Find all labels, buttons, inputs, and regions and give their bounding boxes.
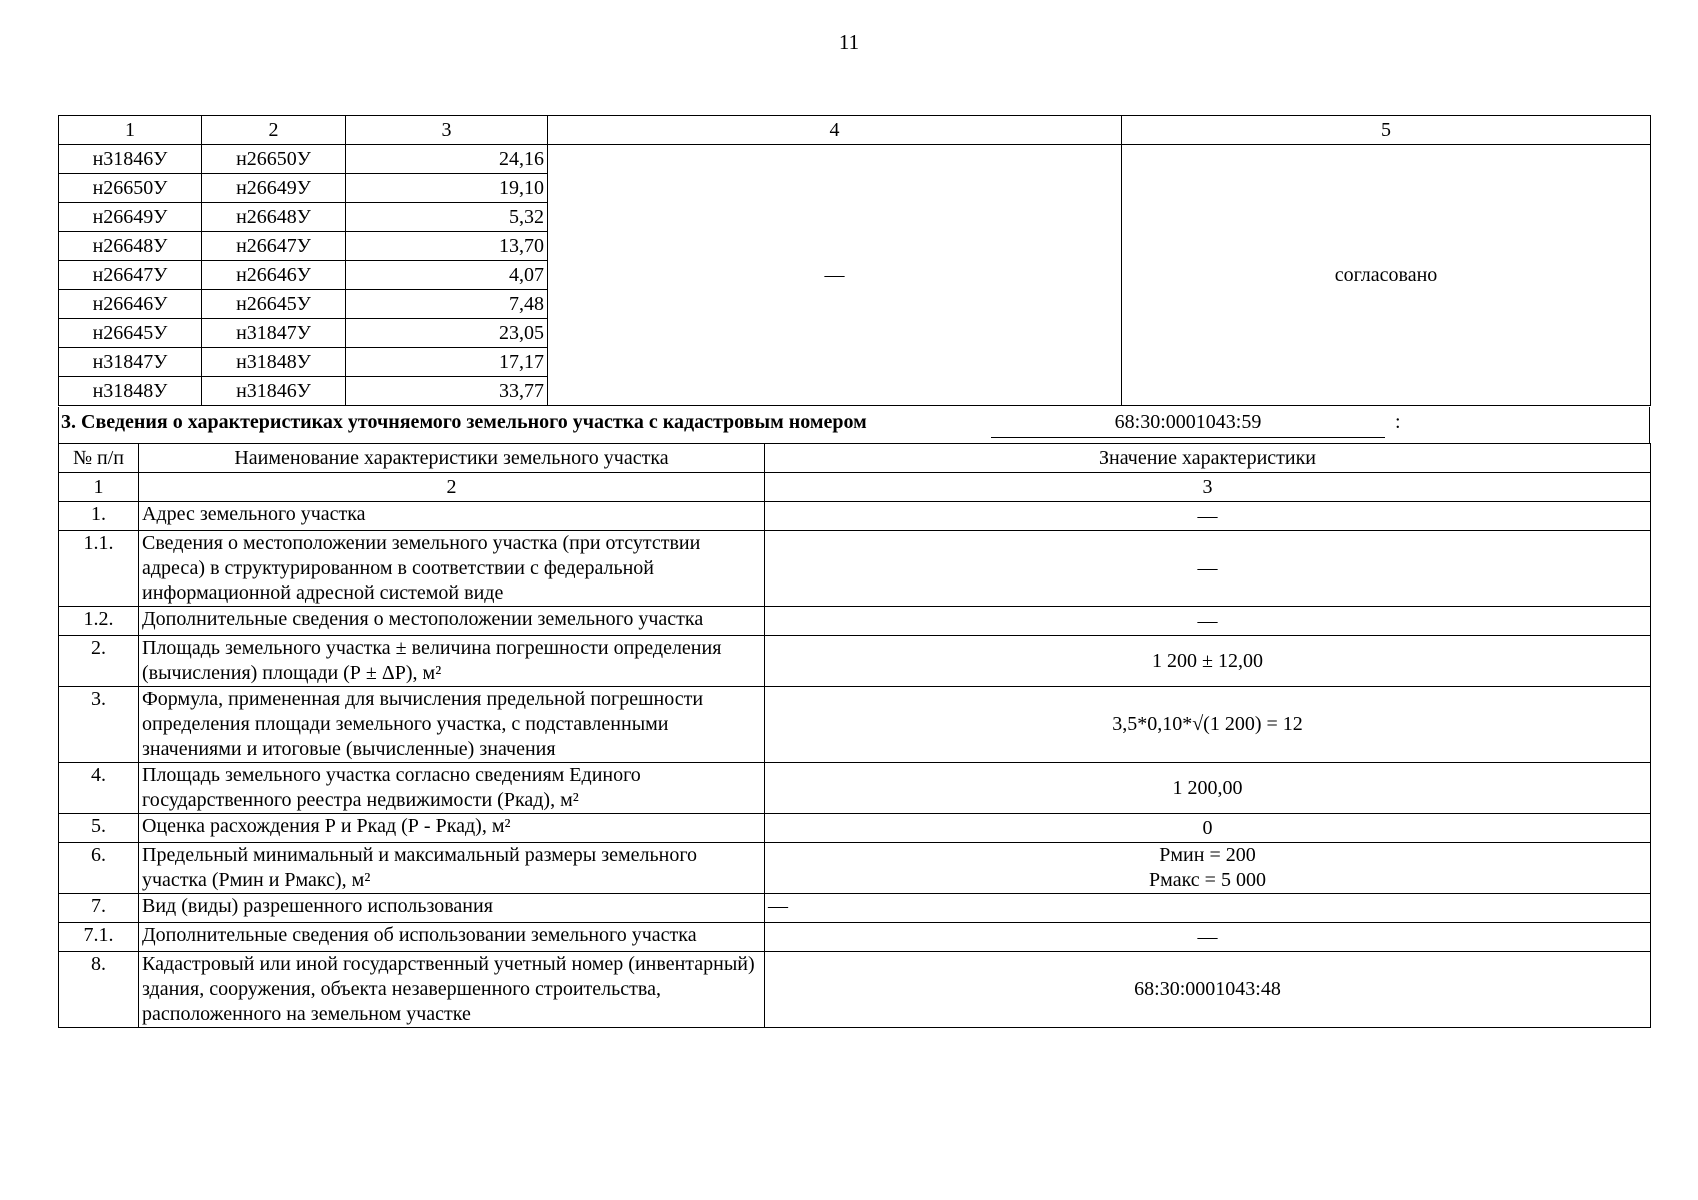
section-3-title	[58, 407, 1650, 443]
point-to: н31846У	[202, 377, 346, 406]
row-value: 1 200,00	[765, 763, 1651, 814]
section-3-label: 3. Сведения о характеристиках уточняемого земельного участка с кадастровым номером	[61, 411, 867, 433]
characteristics-table	[58, 443, 1651, 1028]
point-to: н26650У	[202, 145, 346, 174]
index-cell: 3	[765, 473, 1651, 502]
row-number: 5.	[59, 814, 139, 843]
point-from: н26648У	[59, 232, 202, 261]
row-name: Вид (виды) разрешенного использования	[139, 894, 765, 923]
row-name: Сведения о местоположении земельного участка (при отсутствии адреса) в структурированном в соответствии с федеральной информационной адресной системой виде	[139, 531, 765, 607]
row-value: 1 200 ± 12,00	[765, 636, 1651, 687]
boundary-header-cell: 5	[1122, 116, 1651, 145]
point-to: н26649У	[202, 174, 346, 203]
row-number: 1.2.	[59, 607, 139, 636]
segment-length: 17,17	[346, 348, 548, 377]
row-number: 6.	[59, 843, 139, 894]
table-row	[59, 531, 1651, 607]
boundary-header-cell: 4	[548, 116, 1122, 145]
row-value: 3,5*0,10*√(1 200) = 12	[765, 687, 1651, 763]
row-name: Адрес земельного участка	[139, 502, 765, 531]
table-row	[59, 814, 1651, 843]
table-row	[59, 894, 1651, 923]
point-to: н31848У	[202, 348, 346, 377]
segment-length: 19,10	[346, 174, 548, 203]
row-name: Предельный минимальный и максимальный размеры земельного участка (Рмин и Рмакс), м²	[139, 843, 765, 894]
row-value: —	[765, 607, 1651, 636]
segment-length: 24,16	[346, 145, 548, 174]
header-num: № п/п	[59, 444, 139, 473]
segment-length: 5,32	[346, 203, 548, 232]
row-number: 8.	[59, 952, 139, 1028]
segment-length: 33,77	[346, 377, 548, 406]
row-value: —	[765, 531, 1651, 607]
char-header-row	[59, 444, 1651, 473]
boundary-header-cell: 1	[59, 116, 202, 145]
section-3-colon: :	[1395, 411, 1401, 433]
point-to: н26645У	[202, 290, 346, 319]
point-to: н26647У	[202, 232, 346, 261]
point-to: н26648У	[202, 203, 346, 232]
row-value: —	[765, 923, 1651, 952]
row-name: Оценка расхождения Р и Ркад (Р - Ркад), м²	[139, 814, 765, 843]
cadastral-number: 68:30:0001043:59	[991, 411, 1385, 438]
point-from: н26645У	[59, 319, 202, 348]
boundary-header-cell: 2	[202, 116, 346, 145]
header-value: Значение характеристики	[765, 444, 1651, 473]
row-name: Дополнительные сведения об использовании земельного участка	[139, 923, 765, 952]
row-name: Кадастровый или иной государственный учетный номер (инвентарный) здания, сооружения, объекта незавершенного строительства, расположенного на земельном участке	[139, 952, 765, 1028]
col5-value: согласовано	[1122, 145, 1651, 406]
row-number: 2.	[59, 636, 139, 687]
row-name: Площадь земельного участка ± величина погрешности определения (вычисления) площади (Р ± ΔР), м²	[139, 636, 765, 687]
point-from: н31847У	[59, 348, 202, 377]
point-to: н26646У	[202, 261, 346, 290]
segment-length: 4,07	[346, 261, 548, 290]
point-from: н26650У	[59, 174, 202, 203]
point-from: н31848У	[59, 377, 202, 406]
char-index-row	[59, 473, 1651, 502]
table-row	[59, 763, 1651, 814]
row-number: 7.1.	[59, 923, 139, 952]
table-row	[59, 145, 1651, 174]
table-row	[59, 843, 1651, 894]
col4-value: —	[548, 145, 1122, 406]
row-value	[765, 843, 1651, 894]
row-value: 68:30:0001043:48	[765, 952, 1651, 1028]
row-number: 3.	[59, 687, 139, 763]
header-name: Наименование характеристики земельного участка	[139, 444, 765, 473]
segment-length: 7,48	[346, 290, 548, 319]
point-from: н26647У	[59, 261, 202, 290]
segment-length: 23,05	[346, 319, 548, 348]
row-number: 4.	[59, 763, 139, 814]
row-value: —	[765, 894, 1651, 923]
row-number: 7.	[59, 894, 139, 923]
point-from: н31846У	[59, 145, 202, 174]
row-value: 0	[765, 814, 1651, 843]
table-row	[59, 923, 1651, 952]
index-cell: 2	[139, 473, 765, 502]
boundary-table	[58, 115, 1651, 406]
point-to: н31847У	[202, 319, 346, 348]
row-value: —	[765, 502, 1651, 531]
table-row	[59, 952, 1651, 1028]
point-from: н26649У	[59, 203, 202, 232]
page-number: 11	[838, 30, 860, 54]
row-name: Формула, примененная для вычисления предельной погрешности определения площади земельного участка, с подставленными значениями и итоговые (вычисленные) значения	[139, 687, 765, 763]
boundary-header-cell: 3	[346, 116, 548, 145]
row-name: Площадь земельного участка согласно сведениям Единого государственного реестра недвижимости (Ркад), м²	[139, 763, 765, 814]
index-cell: 1	[59, 473, 139, 502]
boundary-header-row	[59, 116, 1651, 145]
table-row	[59, 607, 1651, 636]
segment-length: 13,70	[346, 232, 548, 261]
row-value-max: Рмакс = 5 000	[1149, 869, 1266, 891]
table-row	[59, 502, 1651, 531]
row-number: 1.	[59, 502, 139, 531]
table-row	[59, 636, 1651, 687]
table-row	[59, 687, 1651, 763]
row-number: 1.1.	[59, 531, 139, 607]
row-name: Дополнительные сведения о местоположении земельного участка	[139, 607, 765, 636]
row-value-min: Рмин = 200	[1159, 844, 1256, 866]
point-from: н26646У	[59, 290, 202, 319]
